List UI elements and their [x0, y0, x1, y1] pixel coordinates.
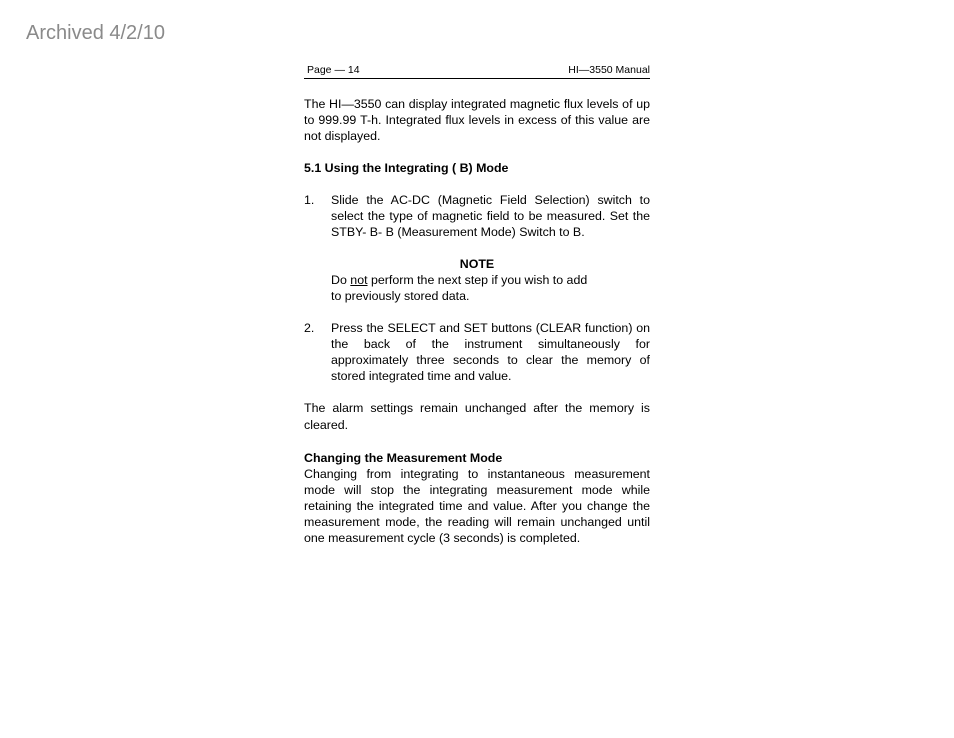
note-emphasis: not	[350, 273, 368, 287]
mode-heading: Changing the Measurement Mode	[304, 451, 503, 465]
step-text: Slide the AC-DC (Magnetic Field Selection) switch to select the type of magnetic field to be measured. Set the STBY- B- B (Measurement Mode) Switch to B.	[331, 193, 650, 239]
step-item	[304, 320, 650, 384]
page-header	[304, 64, 650, 79]
manual-page	[304, 64, 650, 546]
step-number: 2.	[304, 321, 315, 335]
step-item	[304, 192, 650, 240]
alarm-paragraph: The alarm settings remain unchanged after the memory is cleared.	[304, 401, 650, 432]
mode-paragraph: Changing from integrating to instantaneous measurement mode will stop the integrating measurement mode while retaining the integrated time and value. After you change the measurement mode, the reading will remain unchanged until one measurement cycle (3 seconds) is completed.	[304, 467, 650, 545]
note-text-before: Do	[331, 273, 351, 287]
intro-paragraph: The HI—3550 can display integrated magnetic flux levels of up to 999.99 T-h. Integrated flux levels in excess of this value are not displayed.	[304, 97, 650, 143]
step-text: Press the SELECT and SET buttons (CLEAR function) on the back of the instrument simultaneously for approximately three seconds to clear the memory of stored integrated time and value.	[331, 321, 650, 383]
note-text-after: perform the next step if you wish to add	[367, 273, 588, 287]
step-number: 1.	[304, 193, 315, 207]
note-block	[304, 256, 650, 304]
note-body	[304, 272, 650, 304]
section-heading: 5.1 Using the Integrating ( B) Mode	[304, 161, 509, 175]
note-title: NOTE	[459, 257, 495, 271]
archived-stamp: Archived 4/2/10	[26, 22, 165, 44]
manual-title: HI—3550 Manual	[568, 64, 650, 76]
page-number: Page — 14	[307, 64, 360, 76]
note-text-line2: to previously stored data.	[331, 289, 470, 303]
